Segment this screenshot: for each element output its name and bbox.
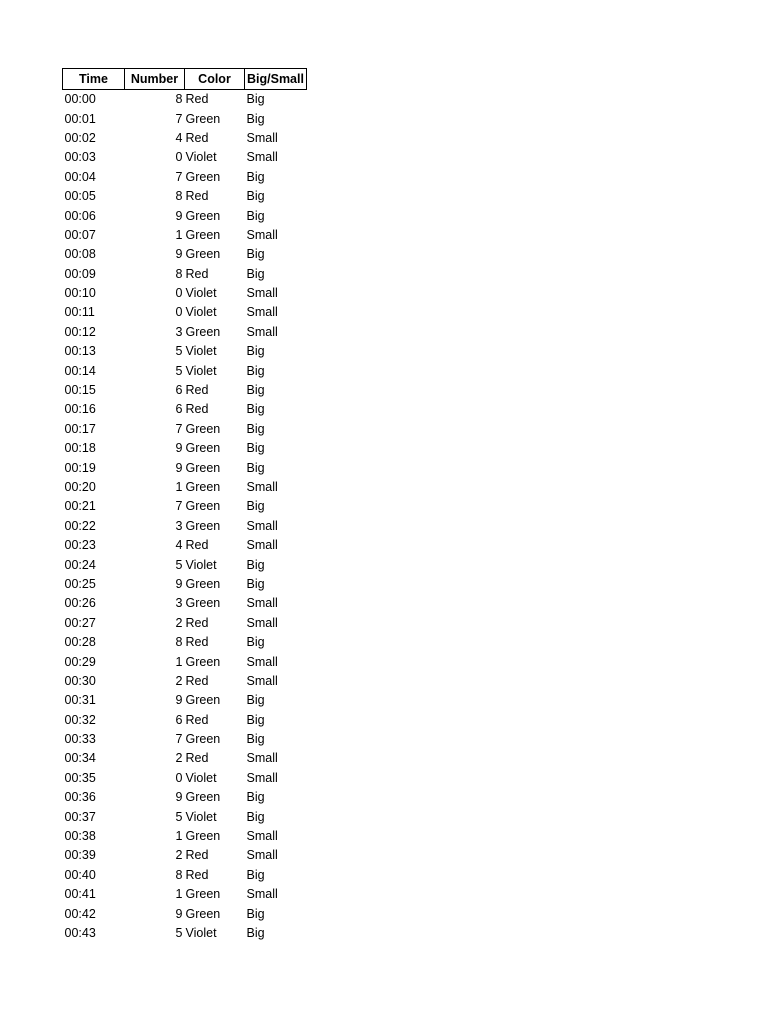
- number-cell: 3: [175, 324, 183, 339]
- table-row: [63, 109, 307, 128]
- table-row: [63, 323, 307, 342]
- color-cell: Violet: [185, 557, 217, 572]
- time-cell: 00:37: [64, 809, 96, 824]
- number-cell: 8: [175, 189, 183, 204]
- table-row: [63, 885, 307, 904]
- color-cell: Red: [185, 848, 209, 863]
- time-cell: 00:31: [64, 693, 96, 708]
- number-cell: 9: [175, 906, 183, 921]
- big-small-cell: Big: [246, 499, 265, 514]
- time-cell: 00:36: [64, 790, 96, 805]
- big-small-cell: Small: [246, 305, 278, 320]
- time-cell: 00:32: [64, 712, 96, 727]
- table-row: [63, 420, 307, 439]
- big-small-cell: Small: [246, 130, 278, 145]
- color-cell: Violet: [185, 809, 217, 824]
- big-small-cell: Big: [246, 402, 265, 417]
- table-row: [63, 555, 307, 574]
- table-row: [63, 517, 307, 536]
- time-cell: 00:07: [64, 227, 96, 242]
- color-cell: Green: [185, 247, 221, 262]
- color-cell: Green: [185, 441, 221, 456]
- number-cell: 9: [175, 790, 183, 805]
- time-cell: 00:04: [64, 169, 96, 184]
- table-row: [63, 458, 307, 477]
- big-small-cell: Big: [246, 441, 265, 456]
- table-row: [63, 361, 307, 380]
- color-cell: Green: [185, 576, 221, 591]
- table-row: [63, 148, 307, 167]
- number-cell: 9: [175, 247, 183, 262]
- color-cell: Violet: [185, 305, 217, 320]
- number-cell: 9: [175, 460, 183, 475]
- big-small-cell: Big: [246, 247, 265, 262]
- time-cell: 00:30: [64, 673, 96, 688]
- color-cell: Red: [185, 673, 209, 688]
- time-cell: 00:03: [64, 150, 96, 165]
- color-cell: Red: [185, 751, 209, 766]
- big-small-cell: Small: [246, 654, 278, 669]
- table-row: [63, 439, 307, 458]
- big-small-cell: Big: [246, 576, 265, 591]
- table-row: [63, 652, 307, 671]
- color-cell: Red: [185, 266, 209, 281]
- time-cell: 00:29: [64, 654, 96, 669]
- table-row: [63, 691, 307, 710]
- big-small-cell: Big: [246, 712, 265, 727]
- big-small-cell: Big: [246, 867, 265, 882]
- number-cell: 5: [175, 363, 183, 378]
- table-row: [63, 846, 307, 865]
- table-row: [63, 769, 307, 788]
- time-cell: 00:12: [64, 324, 96, 339]
- table-row: [63, 226, 307, 245]
- color-cell: Red: [185, 402, 209, 417]
- table-row: [63, 206, 307, 225]
- big-small-cell: Small: [246, 150, 278, 165]
- number-cell: 7: [175, 732, 183, 747]
- number-cell: 5: [175, 344, 183, 359]
- big-small-cell: Big: [246, 925, 265, 940]
- number-cell: 8: [175, 867, 183, 882]
- time-cell: 00:23: [64, 538, 96, 553]
- big-small-cell: Big: [246, 344, 265, 359]
- table-header: [63, 69, 307, 90]
- time-cell: 00:13: [64, 344, 96, 359]
- color-cell: Red: [185, 712, 209, 727]
- color-cell: Green: [185, 460, 221, 475]
- table-row: [63, 866, 307, 885]
- number-cell: 1: [175, 829, 183, 844]
- color-cell: Red: [185, 130, 209, 145]
- time-cell: 00:35: [64, 770, 96, 785]
- table-row: [63, 614, 307, 633]
- color-cell: Green: [185, 829, 221, 844]
- big-small-cell: Big: [246, 169, 265, 184]
- number-cell: 5: [175, 925, 183, 940]
- number-cell: 7: [175, 169, 183, 184]
- table-row: [63, 284, 307, 303]
- time-cell: 00:24: [64, 557, 96, 572]
- header-number: Number: [125, 69, 185, 90]
- big-small-cell: Big: [246, 189, 265, 204]
- time-cell: 00:17: [64, 421, 96, 436]
- number-cell: 7: [175, 111, 183, 126]
- big-small-cell: Big: [246, 421, 265, 436]
- color-cell: Violet: [185, 344, 217, 359]
- color-cell: Red: [185, 867, 209, 882]
- number-cell: 2: [175, 848, 183, 863]
- table-row: [63, 536, 307, 555]
- color-cell: Violet: [185, 770, 217, 785]
- table-row: [63, 827, 307, 846]
- time-cell: 00:10: [64, 286, 96, 301]
- table-row: [63, 187, 307, 206]
- big-small-cell: Small: [246, 829, 278, 844]
- color-cell: Green: [185, 111, 221, 126]
- color-cell: Green: [185, 421, 221, 436]
- color-cell: Red: [185, 92, 209, 107]
- big-small-cell: Big: [246, 790, 265, 805]
- table-row: [63, 711, 307, 730]
- table-row: [63, 924, 307, 943]
- big-small-cell: Big: [246, 557, 265, 572]
- table-row: [63, 672, 307, 691]
- time-cell: 00:19: [64, 460, 96, 475]
- color-cell: Red: [185, 615, 209, 630]
- time-cell: 00:01: [64, 111, 96, 126]
- number-cell: 9: [175, 208, 183, 223]
- big-small-cell: Small: [246, 227, 278, 242]
- number-cell: 0: [175, 770, 183, 785]
- time-cell: 00:28: [64, 635, 96, 650]
- big-small-cell: Big: [246, 635, 265, 650]
- color-cell: Green: [185, 227, 221, 242]
- table-row: [63, 633, 307, 652]
- table-row: [63, 807, 307, 826]
- big-small-cell: Big: [246, 208, 265, 223]
- big-small-cell: Small: [246, 596, 278, 611]
- number-cell: 0: [175, 305, 183, 320]
- color-cell: Red: [185, 189, 209, 204]
- big-small-cell: Small: [246, 615, 278, 630]
- number-cell: 8: [175, 635, 183, 650]
- big-small-cell: Big: [246, 732, 265, 747]
- time-cell: 00:02: [64, 130, 96, 145]
- number-cell: 1: [175, 887, 183, 902]
- color-cell: Green: [185, 732, 221, 747]
- color-cell: Red: [185, 635, 209, 650]
- time-cell: 00:33: [64, 732, 96, 747]
- big-small-cell: Big: [246, 809, 265, 824]
- time-cell: 00:08: [64, 247, 96, 262]
- table-row: [63, 749, 307, 768]
- number-cell: 1: [175, 480, 183, 494]
- big-small-cell: Small: [246, 848, 278, 863]
- color-cell: Green: [185, 693, 221, 708]
- color-cell: Violet: [185, 925, 217, 940]
- table-row: [63, 342, 307, 361]
- color-cell: Green: [185, 518, 221, 533]
- number-cell: 8: [175, 266, 183, 281]
- time-cell: 00:25: [64, 576, 96, 591]
- number-cell: 1: [175, 227, 183, 242]
- number-cell: 9: [175, 693, 183, 708]
- number-cell: 9: [175, 576, 183, 591]
- big-small-cell: Small: [246, 480, 278, 494]
- time-cell: 00:06: [64, 208, 96, 223]
- time-cell: 00:26: [64, 596, 96, 611]
- number-cell: 6: [175, 712, 183, 727]
- time-cell: 00:34: [64, 751, 96, 766]
- number-cell: 6: [175, 383, 183, 398]
- time-cell: 00:40: [64, 867, 96, 882]
- time-cell: 00:18: [64, 441, 96, 456]
- table-row: [63, 730, 307, 749]
- table-row: [63, 788, 307, 807]
- big-small-cell: Big: [246, 111, 265, 126]
- number-cell: 5: [175, 557, 183, 572]
- header-big-small: Big/Small: [245, 69, 307, 90]
- number-cell: 3: [175, 518, 183, 533]
- number-cell: 4: [175, 130, 183, 145]
- color-cell: Green: [185, 596, 221, 611]
- table-row: [63, 497, 307, 516]
- table-row: [63, 168, 307, 187]
- number-cell: 2: [175, 751, 183, 766]
- time-cell: 00:00: [64, 92, 96, 107]
- color-cell: Red: [185, 538, 209, 553]
- color-cell: Green: [185, 790, 221, 805]
- big-small-cell: Small: [246, 751, 278, 766]
- table-row: [63, 400, 307, 419]
- time-cell: 00:09: [64, 266, 96, 281]
- number-cell: 2: [175, 615, 183, 630]
- number-cell: 9: [175, 441, 183, 456]
- big-small-cell: Small: [246, 887, 278, 902]
- time-cell: 00:42: [64, 906, 96, 921]
- number-cell: 2: [175, 673, 183, 688]
- color-cell: Violet: [185, 150, 217, 165]
- table-row: [63, 129, 307, 148]
- big-small-cell: Small: [246, 538, 278, 553]
- time-cell: 00:11: [64, 305, 95, 320]
- time-cell: 00:15: [64, 383, 96, 398]
- color-cell: Green: [185, 324, 221, 339]
- number-cell: 3: [175, 596, 183, 611]
- number-cell: 6: [175, 402, 183, 417]
- table-row: [63, 265, 307, 284]
- big-small-cell: Big: [246, 266, 265, 281]
- big-small-cell: Small: [246, 770, 278, 785]
- number-cell: 7: [175, 499, 183, 514]
- table-body: [63, 90, 307, 944]
- header-time: Time: [63, 69, 125, 90]
- big-small-cell: Small: [246, 518, 278, 533]
- number-cell: 8: [175, 92, 183, 107]
- table-row: [63, 904, 307, 923]
- time-cell: 00:22: [64, 518, 96, 533]
- color-cell: Green: [185, 887, 221, 902]
- table-row: [63, 478, 307, 497]
- big-small-cell: Big: [246, 383, 265, 398]
- time-cell: 00:14: [64, 363, 96, 378]
- big-small-cell: Small: [246, 673, 278, 688]
- number-cell: 7: [175, 421, 183, 436]
- big-small-cell: Big: [246, 460, 265, 475]
- table-row: [63, 303, 307, 322]
- table-row: [63, 90, 307, 110]
- color-cell: Green: [185, 654, 221, 669]
- number-cell: 4: [175, 538, 183, 553]
- big-small-cell: Big: [246, 92, 265, 107]
- big-small-cell: Big: [246, 693, 265, 708]
- number-cell: 1: [175, 654, 183, 669]
- time-cell: 00:41: [64, 887, 96, 902]
- big-small-cell: Small: [246, 286, 278, 301]
- number-cell: 0: [175, 150, 183, 165]
- color-cell: Violet: [185, 286, 217, 301]
- table-row: [63, 245, 307, 264]
- color-cell: Green: [185, 208, 221, 223]
- time-cell: 00:16: [64, 402, 96, 417]
- table-row: [63, 575, 307, 594]
- time-cell: 00:43: [64, 925, 96, 940]
- header-row: [63, 69, 307, 90]
- big-small-cell: Big: [246, 906, 265, 921]
- table-row: [63, 381, 307, 400]
- number-cell: 0: [175, 286, 183, 301]
- big-small-cell: Big: [246, 363, 265, 378]
- table-row: [63, 594, 307, 613]
- time-cell: 00:39: [64, 848, 96, 863]
- time-cell: 00:21: [64, 499, 96, 514]
- number-cell: 5: [175, 809, 183, 824]
- time-cell: 00:05: [64, 189, 96, 204]
- time-cell: 00:20: [64, 480, 96, 494]
- results-sheet: [62, 68, 307, 943]
- header-color: Color: [185, 69, 245, 90]
- big-small-cell: Small: [246, 324, 278, 339]
- color-cell: Red: [185, 383, 209, 398]
- time-cell: 00:27: [64, 615, 96, 630]
- results-table: [62, 68, 307, 943]
- color-cell: Violet: [185, 363, 217, 378]
- color-cell: Green: [185, 499, 221, 514]
- color-cell: Green: [185, 480, 221, 494]
- time-cell: 00:38: [64, 829, 96, 844]
- color-cell: Green: [185, 169, 221, 184]
- color-cell: Green: [185, 906, 221, 921]
